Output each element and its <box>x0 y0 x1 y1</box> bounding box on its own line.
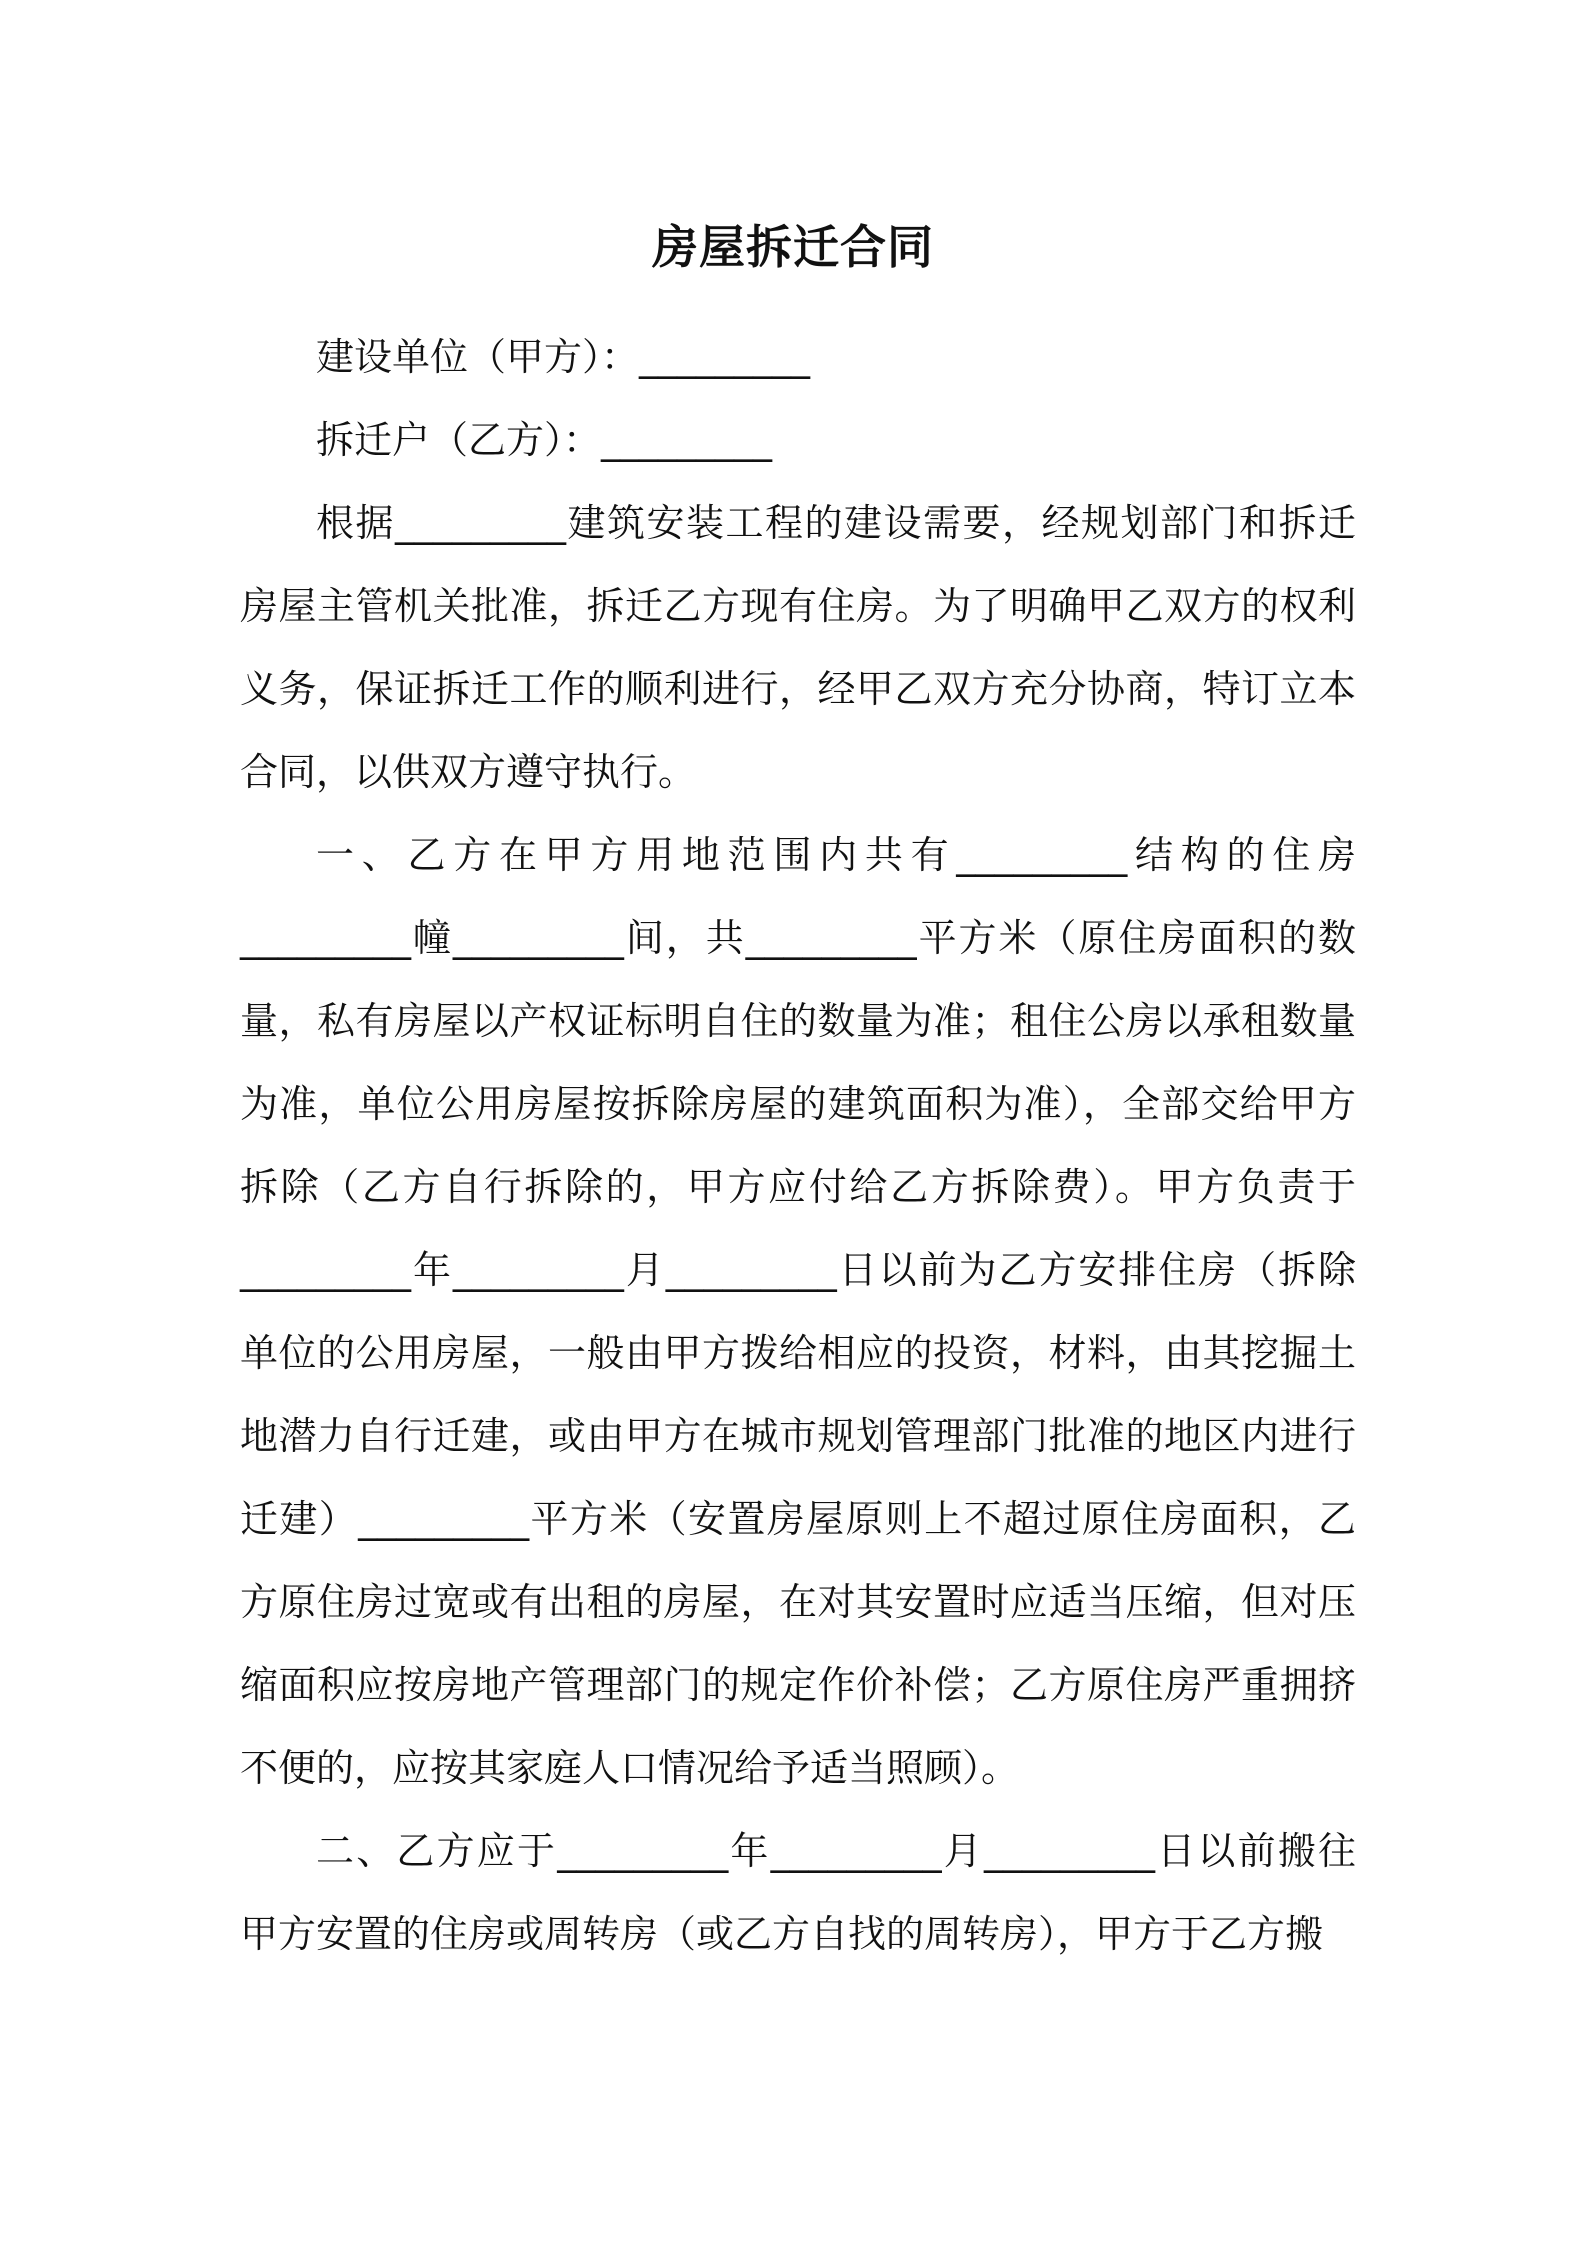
party-b-line: 拆迁户（乙方）：_________ <box>316 418 773 462</box>
document-title: 房屋拆迁合同 <box>652 220 934 274</box>
clause-two-paragraph: 二、乙方应于_________年_________月_________日以前搬往甲方安置的住房或周转房（或乙方自找的周转房），甲方于乙方搬 <box>240 1829 1356 1956</box>
party-a-line: 建设单位（甲方）：_________ <box>316 335 811 379</box>
document-body <box>240 316 1356 1976</box>
preamble-paragraph: 根据_________建筑安装工程的建设需要，经规划部门和拆迁房屋主管机关批准，拆迁乙方现有住房。为了明确甲乙双方的权利义务，保证拆迁工作的顺利进行，经甲乙双方充分协商，特订立本合同，以供双方遵守执行。 <box>240 501 1356 794</box>
clause-one-paragraph: 一、乙方在甲方用地范围内共有_________结构的住房_________幢_________间，共_________平方米（原住房面积的数量，私有房屋以产权证标明自住的数量为准；租住公房以承租数量为准，单位公用房屋按拆除房屋的建筑面积为准），全部交给甲方拆除（乙方自行拆除的，甲方应付给乙方拆除费）。甲方负责于_________年_________月_________日以前为乙方安排住房（拆除单位的公用房屋，一般由甲方拨给相应的投资，材料，由其挖掘土地潜力自行迁建，或由甲方在城市规划管理部门批准的地区内进行迁建）_________平方米（安置房屋原则上不超过原住房面积，乙方原住房过宽或有出租的房屋，在对其安置时应适当压缩，但对压缩面积应按房地产管理部门的规定作价补偿；乙方原住房严重拥挤不便的，应按其家庭人口情况给予适当照顾）。 <box>240 833 1356 1790</box>
